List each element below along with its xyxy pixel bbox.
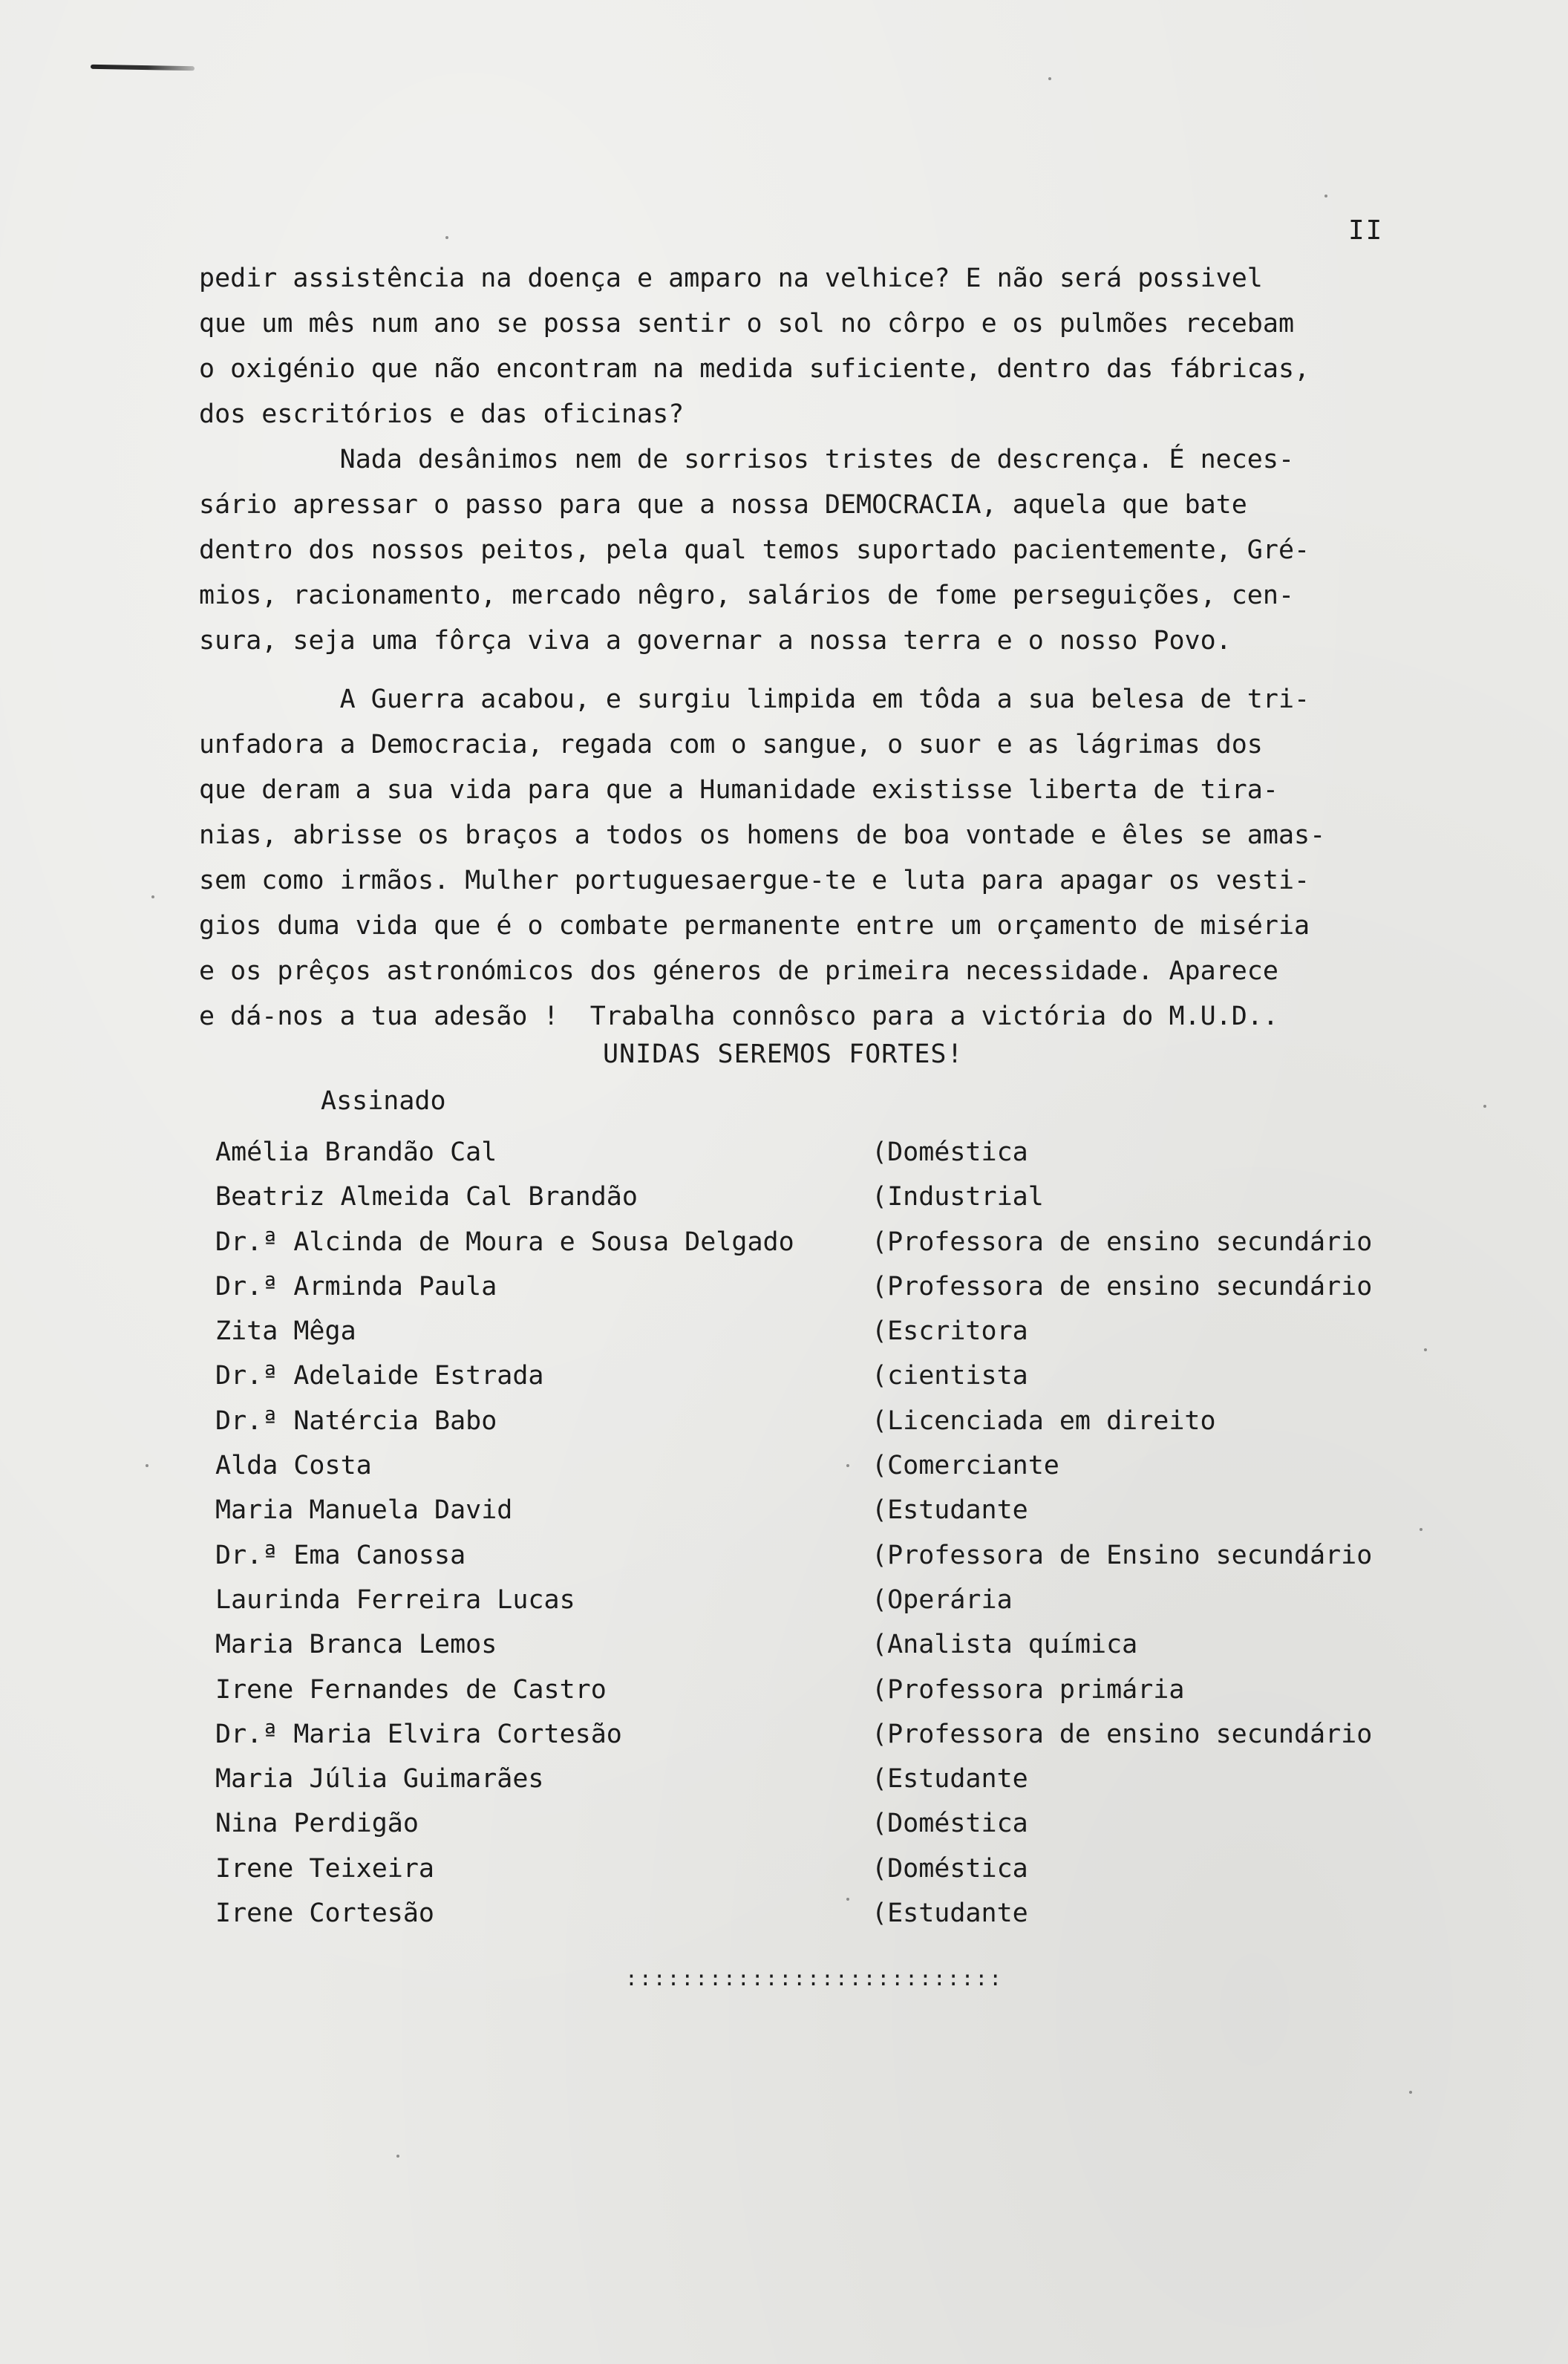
signatory-row — [215, 1801, 1492, 1846]
ink-speck — [1483, 1105, 1486, 1108]
ink-speck — [1409, 2091, 1412, 2094]
signatory-row — [215, 1399, 1492, 1443]
signatory-row — [215, 1847, 1492, 1891]
text-line: e os prêços astronómicos dos géneros de primeira necessidade. Aparece — [199, 956, 1278, 986]
paragraph — [199, 437, 1491, 664]
signatory-name: Maria Manuela David — [215, 1495, 513, 1526]
signatory-row — [215, 1130, 1492, 1175]
signatory-occupation: (Professora de Ensino secundário — [872, 1540, 1373, 1570]
signatory-occupation: (Doméstica — [872, 1809, 1028, 1839]
signatory-occupation: (Doméstica — [872, 1137, 1028, 1167]
text-line: nias, abrisse os braços a todos os homens de boa vontade e êles se amas- — [199, 820, 1326, 850]
signatory-occupation: (Analista química — [872, 1630, 1138, 1660]
signatory-row — [215, 1757, 1492, 1801]
signatory-occupation: (Licenciada em direito — [872, 1405, 1216, 1436]
text-line: pedir assistência na doença e amparo na velhice? E não será possivel — [199, 264, 1263, 293]
signatory-name: Alda Costa — [215, 1451, 372, 1481]
signatory-occupation: (cientista — [872, 1361, 1028, 1391]
text-line: sura, seja uma fôrça viva a governar a nossa terra e o nosso Povo. — [199, 626, 1232, 656]
signatory-occupation: (Estudante — [872, 1495, 1028, 1526]
signatory-occupation: (Estudante — [872, 1898, 1028, 1929]
signatory-name: Dr.ª Adelaide Estrada — [215, 1361, 544, 1391]
signatory-row — [215, 1891, 1492, 1936]
signatory-name: Dr.ª Ema Canossa — [215, 1540, 466, 1570]
signatory-occupation: (Comerciante — [872, 1451, 1059, 1481]
text-line: dos escritórios e das oficinas? — [199, 399, 685, 429]
signatory-row — [215, 1712, 1492, 1757]
ink-speck — [146, 1464, 148, 1467]
signatory-name: Beatriz Almeida Cal Brandão — [215, 1182, 638, 1212]
signatory-row — [215, 1175, 1492, 1219]
text-line: dentro dos nossos peitos, pela qual temos suportado pacientemente, Gré- — [199, 535, 1310, 565]
signatory-name: Maria Branca Lemos — [215, 1630, 497, 1660]
signatory-occupation: (Industrial — [872, 1182, 1044, 1212]
signatory-row — [215, 1309, 1492, 1354]
text-line: unfadora a Democracia, regada com o sangue, o suor e as lágrimas dos — [199, 730, 1263, 760]
signatory-list — [215, 1130, 1492, 1936]
signatory-name: Dr.ª Arminda Paula — [215, 1271, 497, 1302]
text-line: sário apressar o passo para que a nossa DEMOCRACIA, aquela que bate — [199, 490, 1247, 520]
signatory-name: Laurinda Ferreira Lucas — [215, 1584, 575, 1615]
text-line: que deram a sua vida para que a Humanidade existisse liberta de tira- — [199, 775, 1278, 805]
signatory-name: Dr.ª Maria Elvira Cortesão — [215, 1719, 622, 1749]
text-line: Nada desânimos nem de sorrisos tristes de descrença. É neces- — [199, 445, 1295, 474]
signatory-row — [215, 1264, 1492, 1309]
signed-label: Assinado — [321, 1086, 446, 1116]
signatory-name: Irene Teixeira — [215, 1853, 435, 1884]
signatory-occupation: (Professora de ensino secundário — [872, 1719, 1373, 1749]
ink-speck — [1048, 77, 1051, 80]
signatory-row — [215, 1488, 1492, 1532]
signatory-occupation: (Professora primária — [872, 1674, 1185, 1705]
signatory-row — [215, 1668, 1492, 1712]
separator-line: ::::::::::::::::::::::::::: — [625, 1966, 1004, 1991]
text-line: que um mês num ano se possa sentir o sol no côrpo e os pulmões recebam — [199, 309, 1295, 339]
text-line: sem como irmãos. Mulher portuguesaergue-te e luta para apagar os vesti- — [199, 866, 1310, 895]
ink-speck — [445, 236, 448, 239]
signatory-name: Irene Cortesão — [215, 1898, 435, 1929]
text-line: e dá-nos a tua adesão ! Trabalha connôsco para a victória do M.U.D.. — [199, 1002, 1278, 1031]
signatory-occupation: (Estudante — [872, 1764, 1028, 1795]
signatory-row — [215, 1443, 1492, 1488]
signatory-row — [215, 1533, 1492, 1578]
paragraph — [199, 256, 1491, 437]
signatory-name: Zita Mêga — [215, 1316, 356, 1347]
ink-smudge — [91, 65, 195, 71]
signatory-row — [215, 1354, 1492, 1398]
ink-speck — [396, 2155, 399, 2158]
signatory-name: Maria Júlia Guimarães — [215, 1764, 544, 1795]
signatory-row — [215, 1220, 1492, 1264]
ink-speck — [1324, 195, 1327, 197]
signatory-occupation: (Doméstica — [872, 1853, 1028, 1884]
paragraph — [199, 677, 1491, 1039]
signatory-occupation: (Professora de ensino secundário — [872, 1271, 1373, 1302]
signatory-name: Nina Perdigão — [215, 1809, 419, 1839]
signatory-occupation: (Professora de ensino secundário — [872, 1227, 1373, 1257]
page-number: II — [1348, 215, 1384, 246]
signatory-row — [215, 1578, 1492, 1622]
text-line: mios, racionamento, mercado nêgro, salários de fome perseguições, cen- — [199, 581, 1295, 610]
text-line: A Guerra acabou, e surgiu limpida em tôda a sua belesa de tri- — [199, 685, 1310, 714]
ink-speck — [151, 895, 154, 898]
signatory-name: Irene Fernandes de Castro — [215, 1674, 607, 1705]
text-line: gios duma vida que é o combate permanente entre um orçamento de miséria — [199, 911, 1310, 941]
signatory-row — [215, 1622, 1492, 1667]
signatory-occupation: (Escritora — [872, 1316, 1028, 1347]
signatory-occupation: (Operária — [872, 1584, 1013, 1615]
signatory-name: Dr.ª Natércia Babo — [215, 1405, 497, 1436]
text-line: o oxigénio que não encontram na medida suficiente, dentro das fábricas, — [199, 354, 1310, 384]
slogan-heading: UNIDAS SEREMOS FORTES! — [603, 1039, 964, 1069]
signatory-name: Dr.ª Alcinda de Moura e Sousa Delgado — [215, 1227, 794, 1257]
signatory-name: Amélia Brandão Cal — [215, 1137, 497, 1167]
